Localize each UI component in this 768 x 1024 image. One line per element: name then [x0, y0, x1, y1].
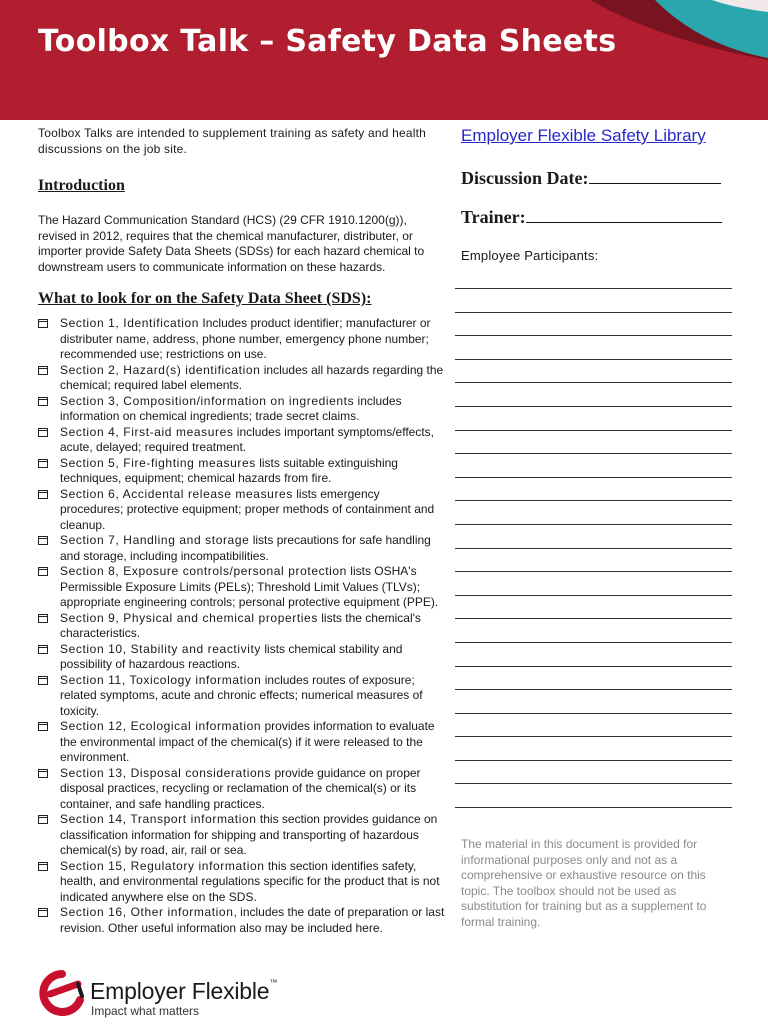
- sds-section-description: lists chemical stability and possibility of hazardous reactions.: [60, 641, 403, 671]
- participant-line[interactable]: [455, 312, 732, 313]
- hcs-paragraph: The Hazard Communication Standard (HCS) (29 CFR 1910.1200(g)), revised in 2012, requires that the chemical manufacturer, distributer, or importer provide Safety Data Sheets (SDSs) for each hazard chemical to downstream users to communicate information on these hazards.: [38, 213, 425, 274]
- sds-section-item: [38, 673, 446, 720]
- checkbox-icon[interactable]: [38, 614, 48, 623]
- sds-section-description: provide guidance on proper disposal practices, recycling or reclamation of the chemical(s) or its container, and safe handling practices.: [60, 765, 421, 811]
- checkbox-icon[interactable]: [38, 567, 48, 576]
- participant-line[interactable]: [455, 288, 732, 289]
- sds-section-item: [38, 642, 446, 673]
- sds-section-item: [38, 719, 446, 766]
- sds-section-item: [38, 394, 446, 425]
- sds-section-description: includes information on chemical ingredients; trade secret claims.: [60, 393, 402, 423]
- checkbox-icon[interactable]: [38, 908, 48, 917]
- sds-section-description: lists emergency procedures; protective equipment; proper methods of containment and cleanup.: [60, 486, 435, 532]
- participant-line[interactable]: [455, 760, 732, 761]
- banner-accent-shapes: [0, 0, 768, 120]
- employer-flexible-logo: [38, 970, 298, 1020]
- sds-section-description: lists precautions for safe handling and storage, including incompatibilities.: [60, 533, 431, 563]
- page-title: Toolbox Talk – Safety Data Sheets: [38, 24, 617, 59]
- trainer-label: Trainer:: [461, 207, 526, 227]
- sds-section-title: Section 15, Regulatory information: [60, 858, 265, 873]
- left-column: [38, 126, 446, 936]
- participant-line[interactable]: [455, 548, 732, 549]
- checkbox-icon[interactable]: [38, 428, 48, 437]
- sds-section-description: lists the chemical's characteristics.: [60, 610, 421, 640]
- employee-participants-label: Employee Participants:: [461, 248, 599, 263]
- participant-line[interactable]: [455, 453, 732, 454]
- sds-section-description: Includes product identifier; manufacturer or distributer name, address, phone number, emergency phone number; recommended use; restrictions on use.: [60, 316, 431, 361]
- sds-section-description: this section identifies safety, health, and environmental regulations specific for the product that is not indicated anywhere else on the SDS.: [60, 858, 440, 904]
- sds-section-title: Section 14, Transport information: [60, 812, 257, 826]
- sds-section-title: Section 5, Fire-fighting measures: [60, 455, 256, 470]
- sds-section-title: Section 11, Toxicology information: [60, 672, 262, 687]
- sds-section-item: [38, 611, 446, 642]
- participant-line[interactable]: [455, 783, 732, 784]
- checkbox-icon[interactable]: [38, 645, 48, 654]
- participant-line[interactable]: [455, 736, 732, 737]
- sds-section-description: includes important symptoms/effects, acute, delayed; required treatment.: [60, 424, 434, 454]
- safety-library-link[interactable]: Employer Flexible Safety Library: [461, 126, 706, 145]
- sds-section-item: [38, 363, 446, 394]
- participant-line[interactable]: [455, 666, 732, 667]
- checkbox-icon[interactable]: [38, 366, 48, 375]
- sds-section-title: Section 1, Identification: [60, 316, 200, 330]
- sds-section-item: [38, 859, 446, 906]
- checkbox-icon[interactable]: [38, 490, 48, 499]
- sds-section-title: Section 9, Physical and chemical properties: [60, 610, 318, 625]
- sds-section-item: [38, 456, 446, 487]
- sds-section-description: includes all hazards regarding the chemical; required label elements.: [60, 362, 444, 392]
- participant-line[interactable]: [455, 807, 732, 808]
- introduction-heading: Introduction: [38, 177, 125, 194]
- logo-trademark: ™: [269, 978, 278, 987]
- sds-section-title: Section 16, Other information: [60, 905, 234, 919]
- participant-line[interactable]: [455, 689, 732, 690]
- discussion-date-blank[interactable]: [589, 170, 721, 184]
- disclaimer-text: The material in this document is provided for informational purposes only and not as a comprehensive or exhaustive resource on this topic. The toolbox should not be used as substitution for training but as a supplement to formal training.: [461, 837, 707, 929]
- sds-section-title: Section 13, Disposal considerations: [60, 765, 272, 780]
- sds-section-title: Section 12, Ecological information: [60, 719, 262, 733]
- logo-wordmark: [90, 978, 277, 1005]
- participant-line[interactable]: [455, 524, 732, 525]
- sds-section-item: [38, 533, 446, 564]
- sds-section-item: [38, 905, 446, 936]
- checkbox-icon[interactable]: [38, 459, 48, 468]
- sds-section-title: Section 7, Handling and storage: [60, 533, 250, 547]
- participant-line[interactable]: [455, 382, 732, 383]
- sds-section-title: Section 4, First-aid measures: [60, 424, 234, 439]
- sds-section-description: lists suitable extinguishing techniques, equipment; chemical hazards from fire.: [60, 455, 398, 485]
- checkbox-icon[interactable]: [38, 676, 48, 685]
- sds-section-title: Section 3, Composition/information on ingredients: [60, 393, 355, 408]
- sds-section-title: Section 2, Hazard(s) identification: [60, 362, 261, 377]
- participant-line[interactable]: [455, 500, 732, 501]
- sds-heading: What to look for on the Safety Data Sheet (SDS):: [38, 290, 372, 307]
- participant-line[interactable]: [455, 430, 732, 431]
- sds-section-item: [38, 487, 446, 534]
- participant-line[interactable]: [455, 335, 732, 336]
- sds-section-item: [38, 564, 446, 611]
- sds-section-description: includes routes of exposure; related symptoms, acute and chronic effects; numerical measures of toxicity.: [60, 672, 423, 718]
- checkbox-icon[interactable]: [38, 536, 48, 545]
- participant-line[interactable]: [455, 359, 732, 360]
- participant-line[interactable]: [455, 595, 732, 596]
- sds-section-item: [38, 766, 446, 813]
- participant-line[interactable]: [455, 642, 732, 643]
- checkbox-icon[interactable]: [38, 862, 48, 871]
- employer-flexible-e-logo-icon: [38, 970, 86, 1016]
- sds-section-description: lists OSHA's Permissible Exposure Limits (PELs); Threshold Limit Values (TLVs); appropriate engineering controls; personal protective equipment (PPE).: [60, 564, 439, 609]
- trainer-row: [461, 207, 751, 228]
- sds-section-description: this section provides guidance on classification information for shipping and transporting of hazardous chemical(s) by road, air, rail or sea.: [60, 812, 438, 857]
- sds-section-description: provides information to evaluate the environmental impact of the chemical(s) if it were released to the environment.: [60, 719, 435, 764]
- sds-section-item: [38, 316, 446, 363]
- discussion-date-label: Discussion Date:: [461, 168, 589, 188]
- participant-line[interactable]: [455, 406, 732, 407]
- participant-signature-lines: [455, 288, 732, 831]
- intro-paragraph: Toolbox Talks are intended to supplement training as safety and health discussions on the job site.: [38, 126, 427, 156]
- logo-name-text: Employer Flexible: [90, 978, 270, 1004]
- checkbox-icon[interactable]: [38, 815, 48, 824]
- participant-line[interactable]: [455, 477, 732, 478]
- participant-line[interactable]: [455, 571, 732, 572]
- header-banner: [0, 0, 768, 120]
- discussion-date-row: [461, 168, 751, 189]
- sds-section-item: [38, 425, 446, 456]
- sds-sections-list: [38, 316, 446, 936]
- checkbox-icon[interactable]: [38, 769, 48, 778]
- trainer-blank[interactable]: [526, 209, 722, 223]
- participant-line[interactable]: [455, 713, 732, 714]
- checkbox-icon[interactable]: [38, 319, 48, 328]
- sds-section-title: Section 8, Exposure controls/personal protection: [60, 564, 347, 578]
- checkbox-icon[interactable]: [38, 722, 48, 731]
- sds-section-description: , includes the date of preparation or last revision. Other useful information also may be included here.: [60, 905, 445, 935]
- right-column: [461, 126, 751, 263]
- logo-tagline: Impact what matters: [91, 1004, 200, 1018]
- sds-section-item: [38, 812, 446, 859]
- participant-line[interactable]: [455, 618, 732, 619]
- checkbox-icon[interactable]: [38, 397, 48, 406]
- sds-section-title: Section 10, Stability and reactivity: [60, 641, 262, 656]
- sds-section-title: Section 6, Accidental release measures: [60, 486, 293, 501]
